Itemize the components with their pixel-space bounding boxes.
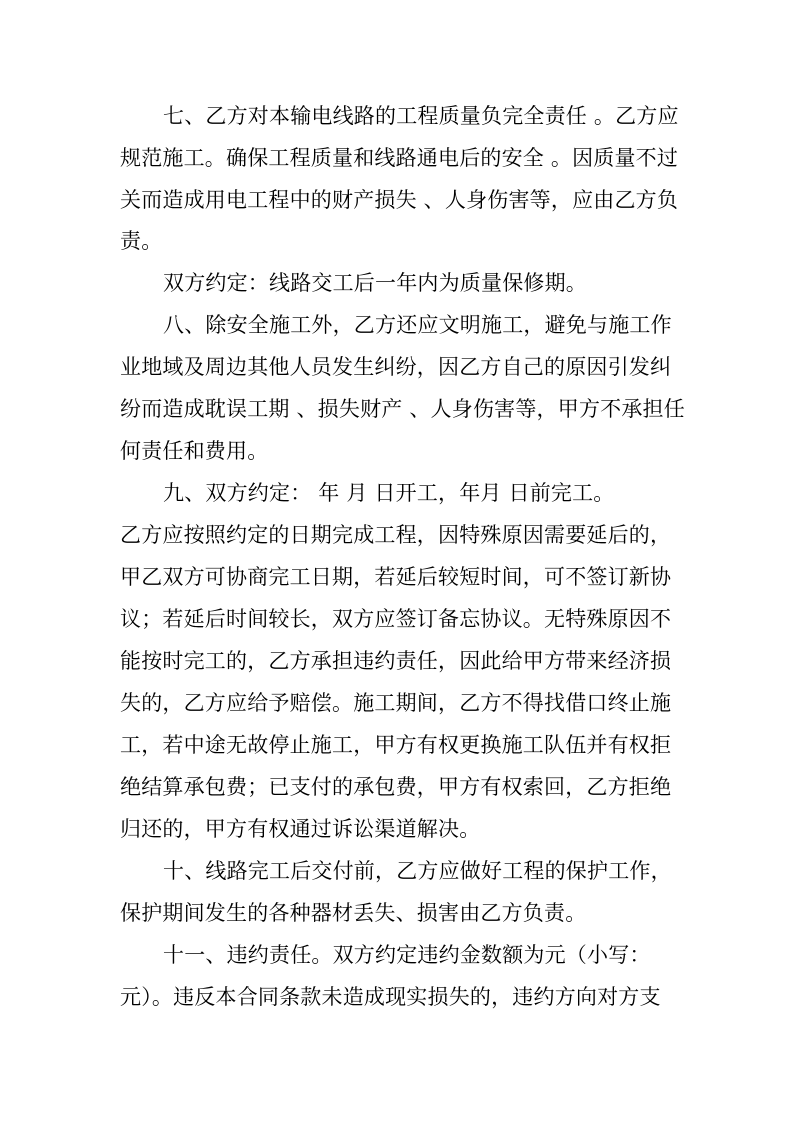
paragraph-8-line-1: 八、除安全施工外，乙方还应文明施工，避免与施工作 xyxy=(163,313,672,337)
paragraph-10-line-1: 十、线路完工后交付前，乙方应做好工程的保护工作， xyxy=(163,859,672,883)
paragraph-9-line-5: 能按时完工的，乙方承担违约责任，因此给甲方带来经济损 xyxy=(120,649,672,673)
paragraph-8-line-4: 何责任和费用。 xyxy=(120,439,269,463)
paragraph-9-line-2: 乙方应按照约定的日期完成工程，因特殊原因需要延后的， xyxy=(120,523,672,547)
paragraph-10-line-2: 保护期间发生的各种器材丢失、损害由乙方负责。 xyxy=(120,901,587,925)
paragraph-11-line-1: 十一、违约责任。双方约定违约金数额为元（小写： xyxy=(163,943,651,967)
paragraph-9-line-4: 议；若延后时间较长，双方应签订备忘协议。无特殊原因不 xyxy=(120,607,672,631)
paragraph-8-line-2: 业地域及周边其他人员发生纠纷，因乙方自己的原因引发纠 xyxy=(120,355,672,379)
paragraph-7-line-3: 关而造成用电工程中的财产损失 、人身伤害等，应由乙方负 xyxy=(120,188,679,212)
paragraph-9-line-6: 失的，乙方应给予赔偿。施工期间，乙方不得找借口终止施 xyxy=(120,691,672,715)
paragraph-8-line-3: 纷而造成耽误工期 、损失财产 、人身伤害等，甲方不承担任 xyxy=(120,397,685,421)
warranty-line: 双方约定：线路交工后一年内为质量保修期。 xyxy=(163,271,587,295)
paragraph-9-line-1: 九、双方约定： 年 月 日开工，年月 日前完工。 xyxy=(163,481,615,505)
paragraph-7-line-1: 七、乙方对本输电线路的工程质量负完全责任 。乙方应 xyxy=(163,104,679,128)
paragraph-9-line-7: 工，若中途无故停止施工，甲方有权更换施工队伍并有权拒 xyxy=(120,733,672,757)
paragraph-11-line-2: 元）。违反本合同条款未造成现实损失的，违约方向对方支 xyxy=(120,985,661,1009)
paragraph-9-line-8: 绝结算承包费；已支付的承包费，甲方有权索回，乙方拒绝 xyxy=(120,775,672,799)
paragraph-7-line-4: 责。 xyxy=(120,229,163,253)
paragraph-9-line-3: 甲乙双方可协商完工日期，若延后较短时间，可不签订新协 xyxy=(120,565,672,589)
paragraph-9-line-9: 归还的，甲方有权通过诉讼渠道解决。 xyxy=(120,817,481,841)
paragraph-7-line-2: 规范施工。确保工程质量和线路通电后的安全 。因质量不过 xyxy=(120,146,679,170)
